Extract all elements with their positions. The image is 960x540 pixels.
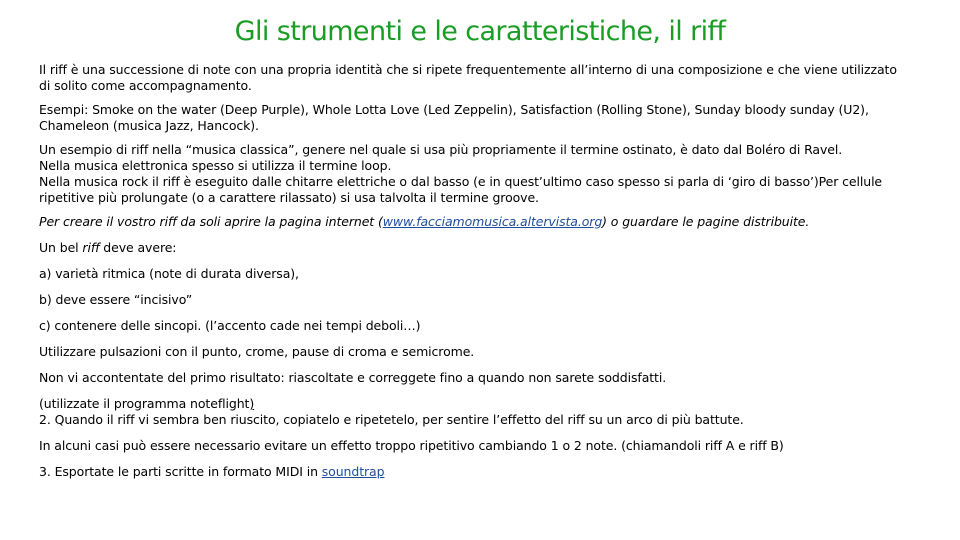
good-riff-italic: riff <box>82 240 100 255</box>
list-item-b: b) deve essere “incisivo” <box>39 292 193 307</box>
soundtrap-link[interactable]: soundtrap <box>321 464 385 479</box>
paragraph-export <box>39 464 899 480</box>
list-item-a: a) varietà ritmica (note di durata diversa), <box>39 266 299 281</box>
slide-body <box>39 62 899 488</box>
export-text: 3. Esportate le parti scritte in formato MIDI in <box>39 464 322 479</box>
noteflight-text: (utilizzate il programma noteflight <box>39 396 250 411</box>
paragraph-definition: Il riff è una successione di note con una propria identità che si ripete frequentemente all’interno di una composizione e che viene utilizzato di solito come accompagnamento. <box>39 62 897 93</box>
list-item-c: c) contenere delle sincopi. (l’accento cade nei tempi deboli…) <box>39 318 421 333</box>
paragraph-examples: Esempi: Smoke on the water (Deep Purple), Whole Lotta Love (Led Zeppelin), Satisfaction (Rolling Stone), Sunday bloody sunday (U2), Chameleon (musica Jazz, Hancock). <box>39 102 869 133</box>
noteflight-link[interactable]: ) <box>249 396 255 411</box>
genres-rock: Nella musica rock il riff è eseguito dalle chitarre elettriche o dal basso (e in quest’ultimo caso spesso si parla di ‘giro di basso’)Per cellule ripetitive più prolungate (o a carattere rilassato) si usa talvolta il termine groove. <box>39 174 883 205</box>
website-link[interactable]: www.facciamomusica.altervista.org <box>382 214 603 229</box>
paragraph-not-satisfied: Non vi accontentate del primo risultato: riascoltate e correggete fino a quando non sarete soddisfatti. <box>39 370 667 385</box>
good-riff-after: deve avere: <box>99 240 177 255</box>
paragraph-genres <box>39 142 899 206</box>
genres-classical: Un esempio di riff nella “musica classica”, genere nel quale si usa più propriamente il termine ostinato, è dato dal Boléro di Ravel. <box>39 142 843 157</box>
instructions-text-before: Per creare il vostro riff da soli aprire la pagina internet ( <box>39 214 383 229</box>
instructions-text-after: ) o guardare le pagine distribuite. <box>602 214 810 229</box>
slide-title: Gli strumenti e le caratteristiche, il riff <box>234 16 726 47</box>
paragraph-variation: In alcuni casi può essere necessario evitare un effetto troppo ripetitivo cambiando 1 o 2 note. (chiamandoli riff A e riff B) <box>39 438 784 453</box>
genres-electronic: Nella musica elettronica spesso si utilizza il termine loop. <box>39 158 392 173</box>
step-two-text: 2. Quando il riff vi sembra ben riuscito, copiatelo e ripetetelo, per sentire l’effetto del riff su un arco di più battute. <box>39 412 744 427</box>
paragraph-instructions <box>39 214 899 230</box>
paragraph-good-riff <box>39 240 899 256</box>
good-riff-before: Un bel <box>39 240 83 255</box>
paragraph-pulsations: Utilizzare pulsazioni con il punto, crome, pause di croma e semicrome. <box>39 344 475 359</box>
paragraph-noteflight <box>39 396 899 428</box>
